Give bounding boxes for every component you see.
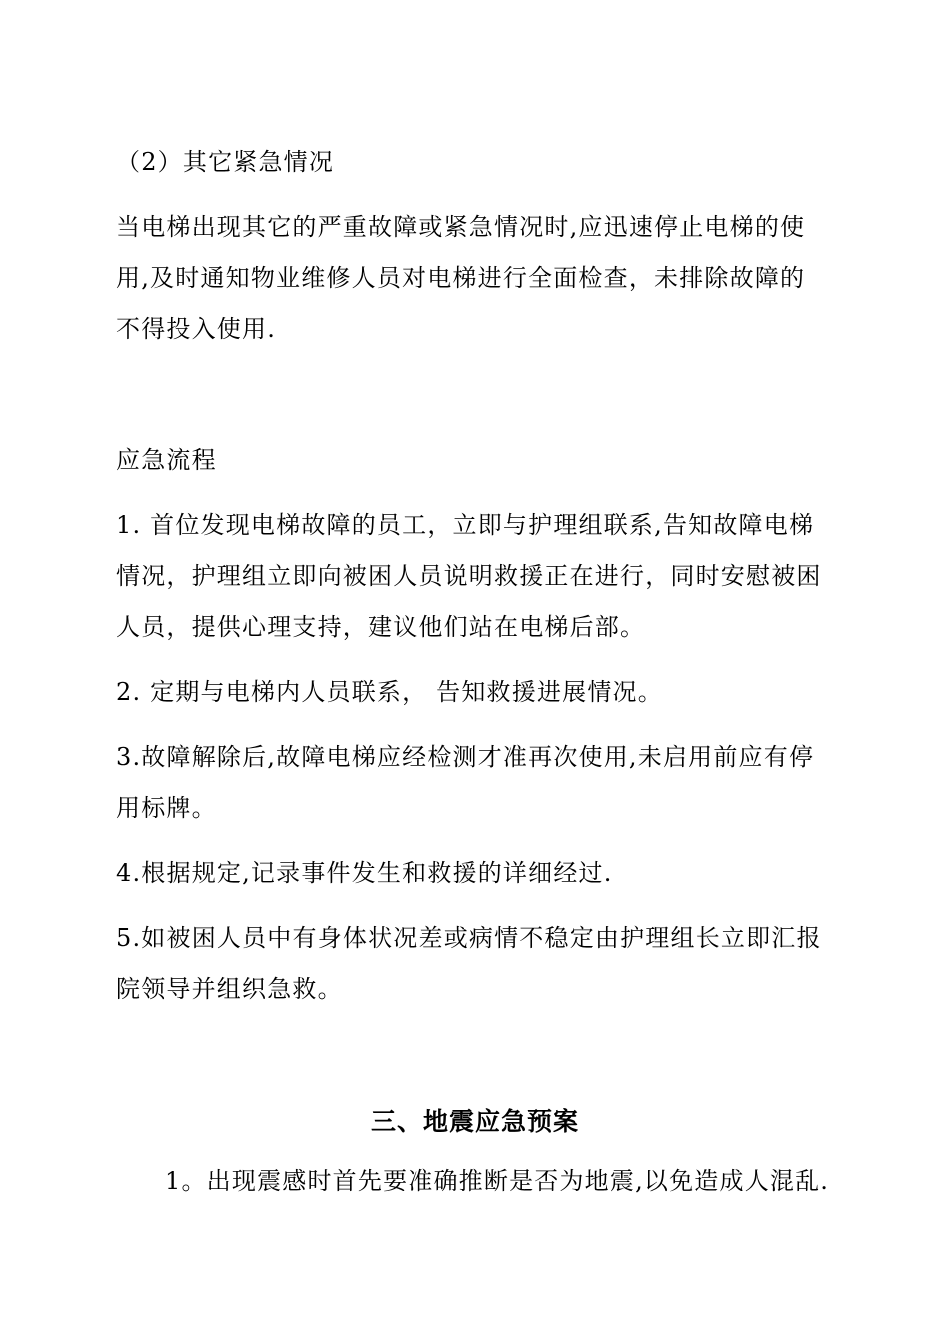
step-line: 院领导并组织急救。	[116, 975, 343, 1003]
flow-title: 应急流程	[116, 446, 217, 474]
step-line: 情况，护理组立即向被困人员说明救援正在进行，同时安慰被困	[116, 562, 822, 590]
step-line: 4.根据规定,记录事件发生和救援的详细经过.	[116, 859, 613, 887]
paragraph-line: 不得投入使用.	[116, 315, 277, 343]
step-line: 5.如被困人员中有身体状况差或病情不稳定由护理组长立即汇报	[116, 924, 822, 952]
sub-heading: （2）其它紧急情况	[116, 148, 335, 176]
step-line: 2. 定期与电梯内人员联系， 告知救援进展情况。	[116, 678, 663, 706]
section-title: 三、地震应急预案	[370, 1107, 579, 1136]
paragraph-line: 当电梯出现其它的严重故障或紧急情况时,应迅速停止电梯的使	[116, 213, 806, 241]
step-line: 1. 首位发现电梯故障的员工，立即与护理组联系,告知故障电梯	[116, 511, 815, 539]
paragraph-line: 用,及时通知物业维修人员对电梯进行全面检查，未排除故障的	[116, 264, 806, 292]
section-item: 1。出现震感时首先要准确推断是否为地震,以免造成人混乱.	[165, 1167, 830, 1195]
step-line: 用标牌。	[116, 794, 217, 822]
step-line: 人员，提供心理支持，建议他们站在电梯后部。	[116, 613, 646, 641]
step-line: 3.故障解除后,故障电梯应经检测才准再次使用,未启用前应有停	[116, 743, 815, 771]
